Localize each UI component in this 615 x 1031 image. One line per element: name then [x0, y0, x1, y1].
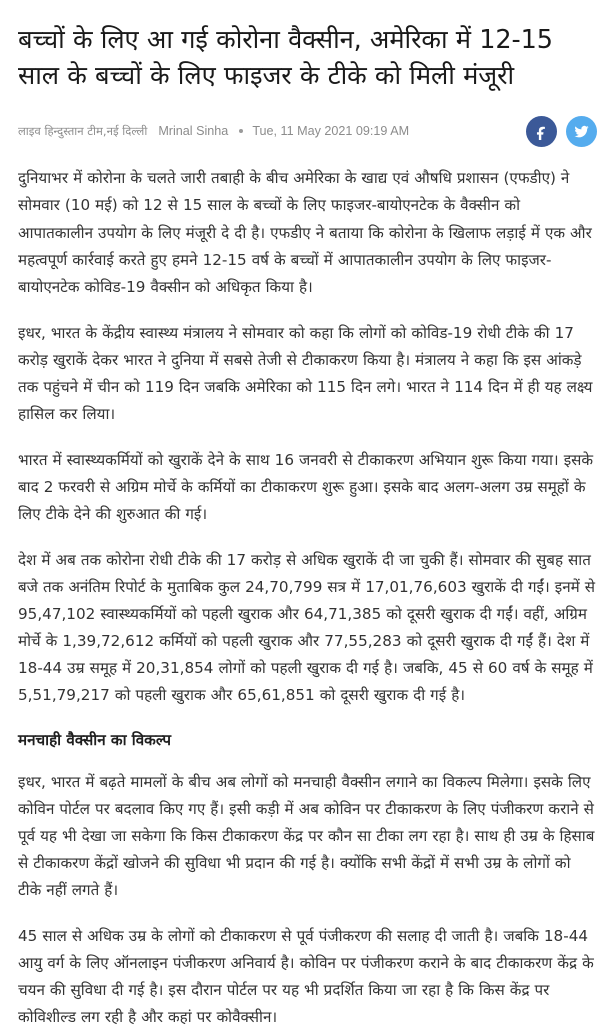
byline-author: Mrinal Sinha — [158, 124, 229, 139]
article-headline: बच्चों के लिए आ गई कोरोना वैक्सीन, अमेरिका में 12-15 साल के बच्चों के लिए फाइजर के टीके को मिली मंजूरी — [18, 25, 553, 92]
twitter-icon — [573, 123, 590, 140]
article-body — [18, 165, 597, 1031]
byline-source: लाइव हिन्दुस्तान टीम,नई दिल्ली — [18, 123, 148, 138]
article-byline — [18, 111, 597, 151]
facebook-icon — [533, 123, 550, 140]
facebook-share-button[interactable] — [526, 116, 557, 147]
social-share-group — [526, 116, 597, 147]
byline-meta — [18, 124, 514, 139]
article-paragraph: भारत में स्वास्थ्यकर्मियों को खुराकें देने के साथ 16 जनवरी से टीकाकरण अभियान शुरू किया गया। इसके बाद 2 फरवरी से अग्रिम मोर्चे के कर्मियों का टीकाकरण शुरू हुआ। इसके बाद अलग-अलग उम्र समूहों के लिए टीके देने की शुरुआत की गई। — [18, 450, 594, 523]
article-paragraph: देश में अब तक कोरोना रोधी टीके की 17 करोड़ से अधिक खुराकें दी जा चुकी हैं। सोमवार की सुबह सात बजे तक अनंतिम रिपोर्ट के मुताबिक कुल 24,70,799 सत्र में 17,01,76,603 खुराकें दी गईं। इनमें से 95,47,102 स्वास्थ्यकर्मियों को पहली खुराक और 64,71,385 को दूसरी खुराक दी गईं। वहीं, अग्रिम मोर्चे के 1,39,72,612 कर्मियों को पहली खुराक और 77,55,283 को दूसरी खुराक दी गईं हैं। देश में 18-44 उम्र समूह में 20,31,854 लोगों को पहली खुराक दी गई है। जबकि, 45 से 60 वर्ष के समूह में 5,51,79,217 को पहली खुराक और 65,61,851 को दूसरी खुराक दी गई है। — [18, 550, 596, 705]
byline-date: Tue, 11 May 2021 09:19 AM — [252, 124, 410, 139]
twitter-share-button[interactable] — [566, 116, 597, 147]
article-paragraph: इधर, भारत के केंद्रीय स्वास्थ्य मंत्रालय ने सोमवार को कहा कि लोगों को कोविड-19 रोधी टीके की 17 करोड़ खुराकें देकर भारत ने दुनिया में सबसे तेजी से टीकाकरण किया है। मंत्रालय ने कहा कि इस आंकड़े तक पहुंचने में चीन को 119 दिन जबकि अमेरिका को 115 दिन लगे। भारत ने 114 दिन में ही यह लक्ष्य हासिल कर लिया। — [18, 323, 593, 423]
article-subheading: मनचाही वैक्सीन का विकल्प — [18, 731, 171, 750]
article-paragraph: 45 साल से अधिक उम्र के लोगों को टीकाकरण से पूर्व पंजीकरण की सलाह दी जाती है। जबकि 18-44 आयु वर्ग के लिए ऑनलाइन पंजीकरण अनिवार्य है। कोविन पर पंजीकरण कराने के बाद टीकाकरण केंद्र के चयन की सुविधा दी गई है। इस दौरान पोर्टल पर यह भी प्रदर्शित किया जा रहा है कि किस केंद्र पर कोविशील्ड लग रही है और कहां पर कोवैक्सीन। — [18, 926, 594, 1026]
article-paragraph: इधर, भारत में बढ़ते मामलों के बीच अब लोगों को मनचाही वैक्सीन लगाने का विकल्प मिलेगा। इसके लिए कोविन पोर्टल पर बदलाव किए गए हैं। इसी कड़ी में अब कोविन पर टीकाकरण के लिए पंजीकरण कराने से पूर्व यह भी देखा जा सकेगा कि किस टीकाकरण केंद्र पर कौन सा टीका लग रहा है। साथ ही उम्र के हिसाब से टीकाकरण केंद्रों खोजने की सुविधा भी प्रदान की गई है। क्योंकि सभी केंद्रों में सभी उम्र के लोगों को टीके नहीं लगते हैं। — [18, 772, 595, 899]
article-paragraph: दुनियाभर में कोरोना के चलते जारी तबाही के बीच अमेरिका के खाद्य एवं औषधि प्रशासन (एफडीए) ने सोमवार (10 मई) को 12 से 15 साल के बच्चों के लिए फाइजर-बायोएनटेक के वैक्सीन को आपातकालीन उपयोग के लिए मंजूरी दे दी है। एफडीए ने बताया कि कोरोना के खिलाफ लड़ाई में एक और महत्वपूर्ण कार्रवाई करते हुए हमने 12-15 वर्ष के बच्चों में आपातकालीन उपयोग के लिए फाइजर-बायोएनटेक कोविड-19 वैक्सीन को अधिकृत किया है। — [18, 169, 592, 296]
byline-separator-dot — [239, 129, 243, 133]
